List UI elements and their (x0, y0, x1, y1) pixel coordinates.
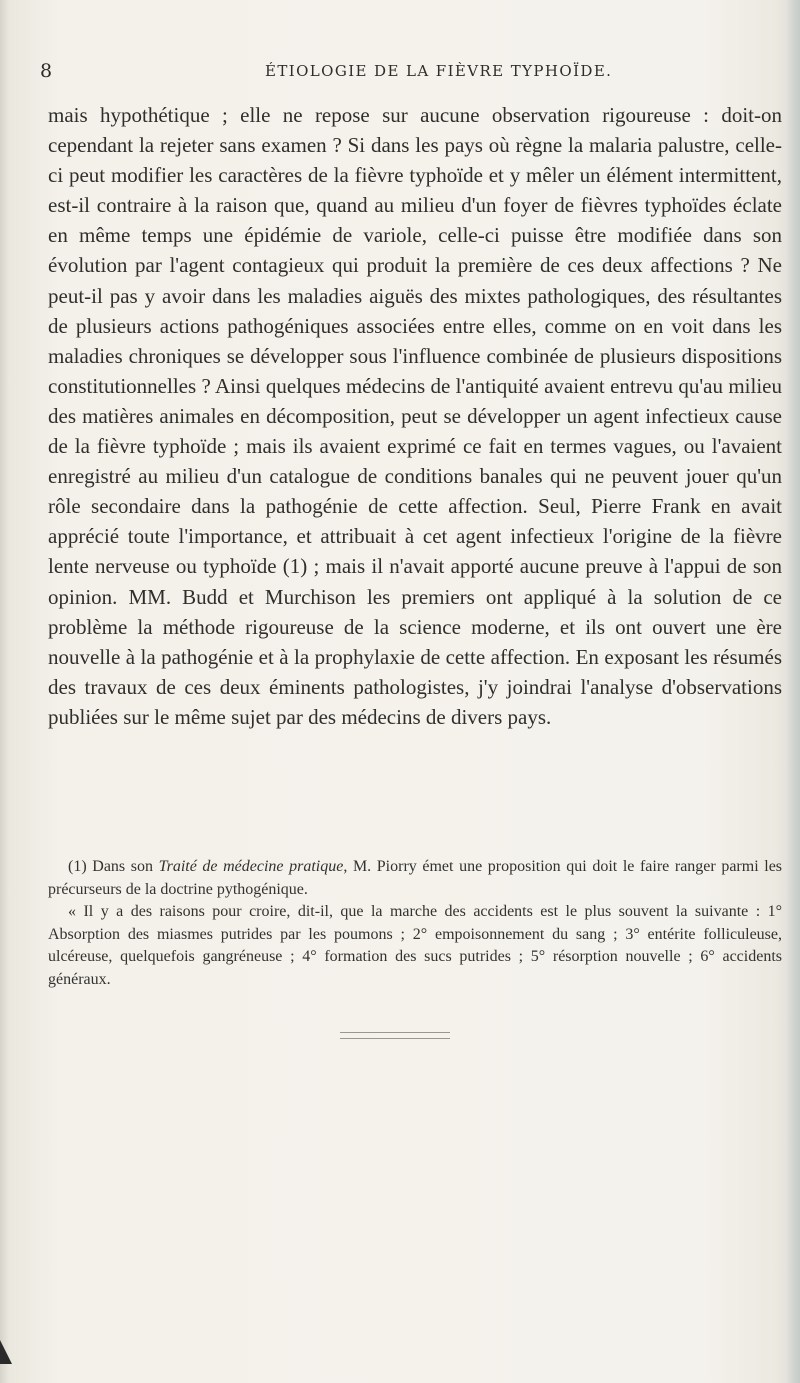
footnote-quote: « Il y a des raisons pour croire, dit-il, que la marche des accidents est le plus souvent la suivante : 1° Absorption des miasmes putrides par les poumons ; 2° empoisonnement du sang ; 3° entérite folliculeuse, ulcéreuse, quelquefois gangréneuse ; 4° formation des sucs putrides ; 5° résorption nouvelle ; 6° accidents généraux. (48, 903, 782, 988)
footnote-block (48, 856, 782, 991)
page-number: 8 (40, 60, 54, 82)
corner-mark (0, 1340, 12, 1364)
footnote-1 (48, 856, 782, 901)
footnote-treatise-title: Traité de médecine pratique (158, 858, 344, 875)
page-right-edge (786, 0, 800, 1383)
running-title: ÉTIOLOGIE DE LA FIÈVRE TYPHOÏDE. (265, 62, 613, 80)
body-paragraph: mais hypothétique ; elle ne repose sur aucune observation rigoureuse : doit-on cependant la rejeter sans examen ? Si dans les pays où règne la malaria palustre, celle-ci peut modifier les caractères de la fièvre typhoïde et y mêler un élément intermittent, est-il contraire à la raison que, quand au milieu d'un foyer de fièvres typhoïdes éclate en même temps une épidémie de variole, celle-ci puisse être modifiée dans son évolution par l'agent contagieux qui produit la première de ces deux affections ? Ne peut-il pas y avoir dans les maladies aiguës des mixtes pathologiques, des résultantes de plusieurs actions pathogéniques associées entre elles, comme on en voit dans les maladies chroniques se développer sous l'influence combinée de plusieurs dispositions constitutionnelles ? Ainsi quelques médecins de l'antiquité avaient entrevu qu'au milieu des matières animales en décomposition, peut se développer un agent infectieux cause de la fièvre typhoïde ; mais ils avaient exprimé ce fait en termes vagues, ou l'avaient enregistré au milieu d'un catalogue de conditions banales qui ne peuvent jouer qu'un rôle secondaire dans la pathogénie de cette affection. Seul, Pierre Frank en avait apprécié toute l'importance, et attribuait à cet agent infectieux l'origine de la fièvre lente nerveuse ou typhoïde (1) ; mais il n'avait apporté aucune preuve à l'appui de son opinion. MM. Budd et Murchison les premiers ont appliqué à la solution de ce problème la méthode rigoureuse de la science moderne, et ils ont ouvert une ère nouvelle à la pathogénie et à la prophylaxie de cette affection. En exposant les résumés des travaux de ces deux éminents pathologistes, j'y joindrai l'analyse d'observations publiées sur le même sujet par des médecins de divers pays. (48, 103, 782, 729)
page-header (40, 60, 770, 90)
footnote-first-text: , M. Piorry émet une proposition qui doit le faire ranger parmi les précurseurs de la doctrine pythogénique. (48, 858, 783, 898)
footnote-number: (1) (68, 858, 87, 875)
page-spine-edge (0, 0, 10, 1383)
footnote-prefix: Dans son (92, 858, 153, 875)
section-divider (340, 1032, 450, 1039)
